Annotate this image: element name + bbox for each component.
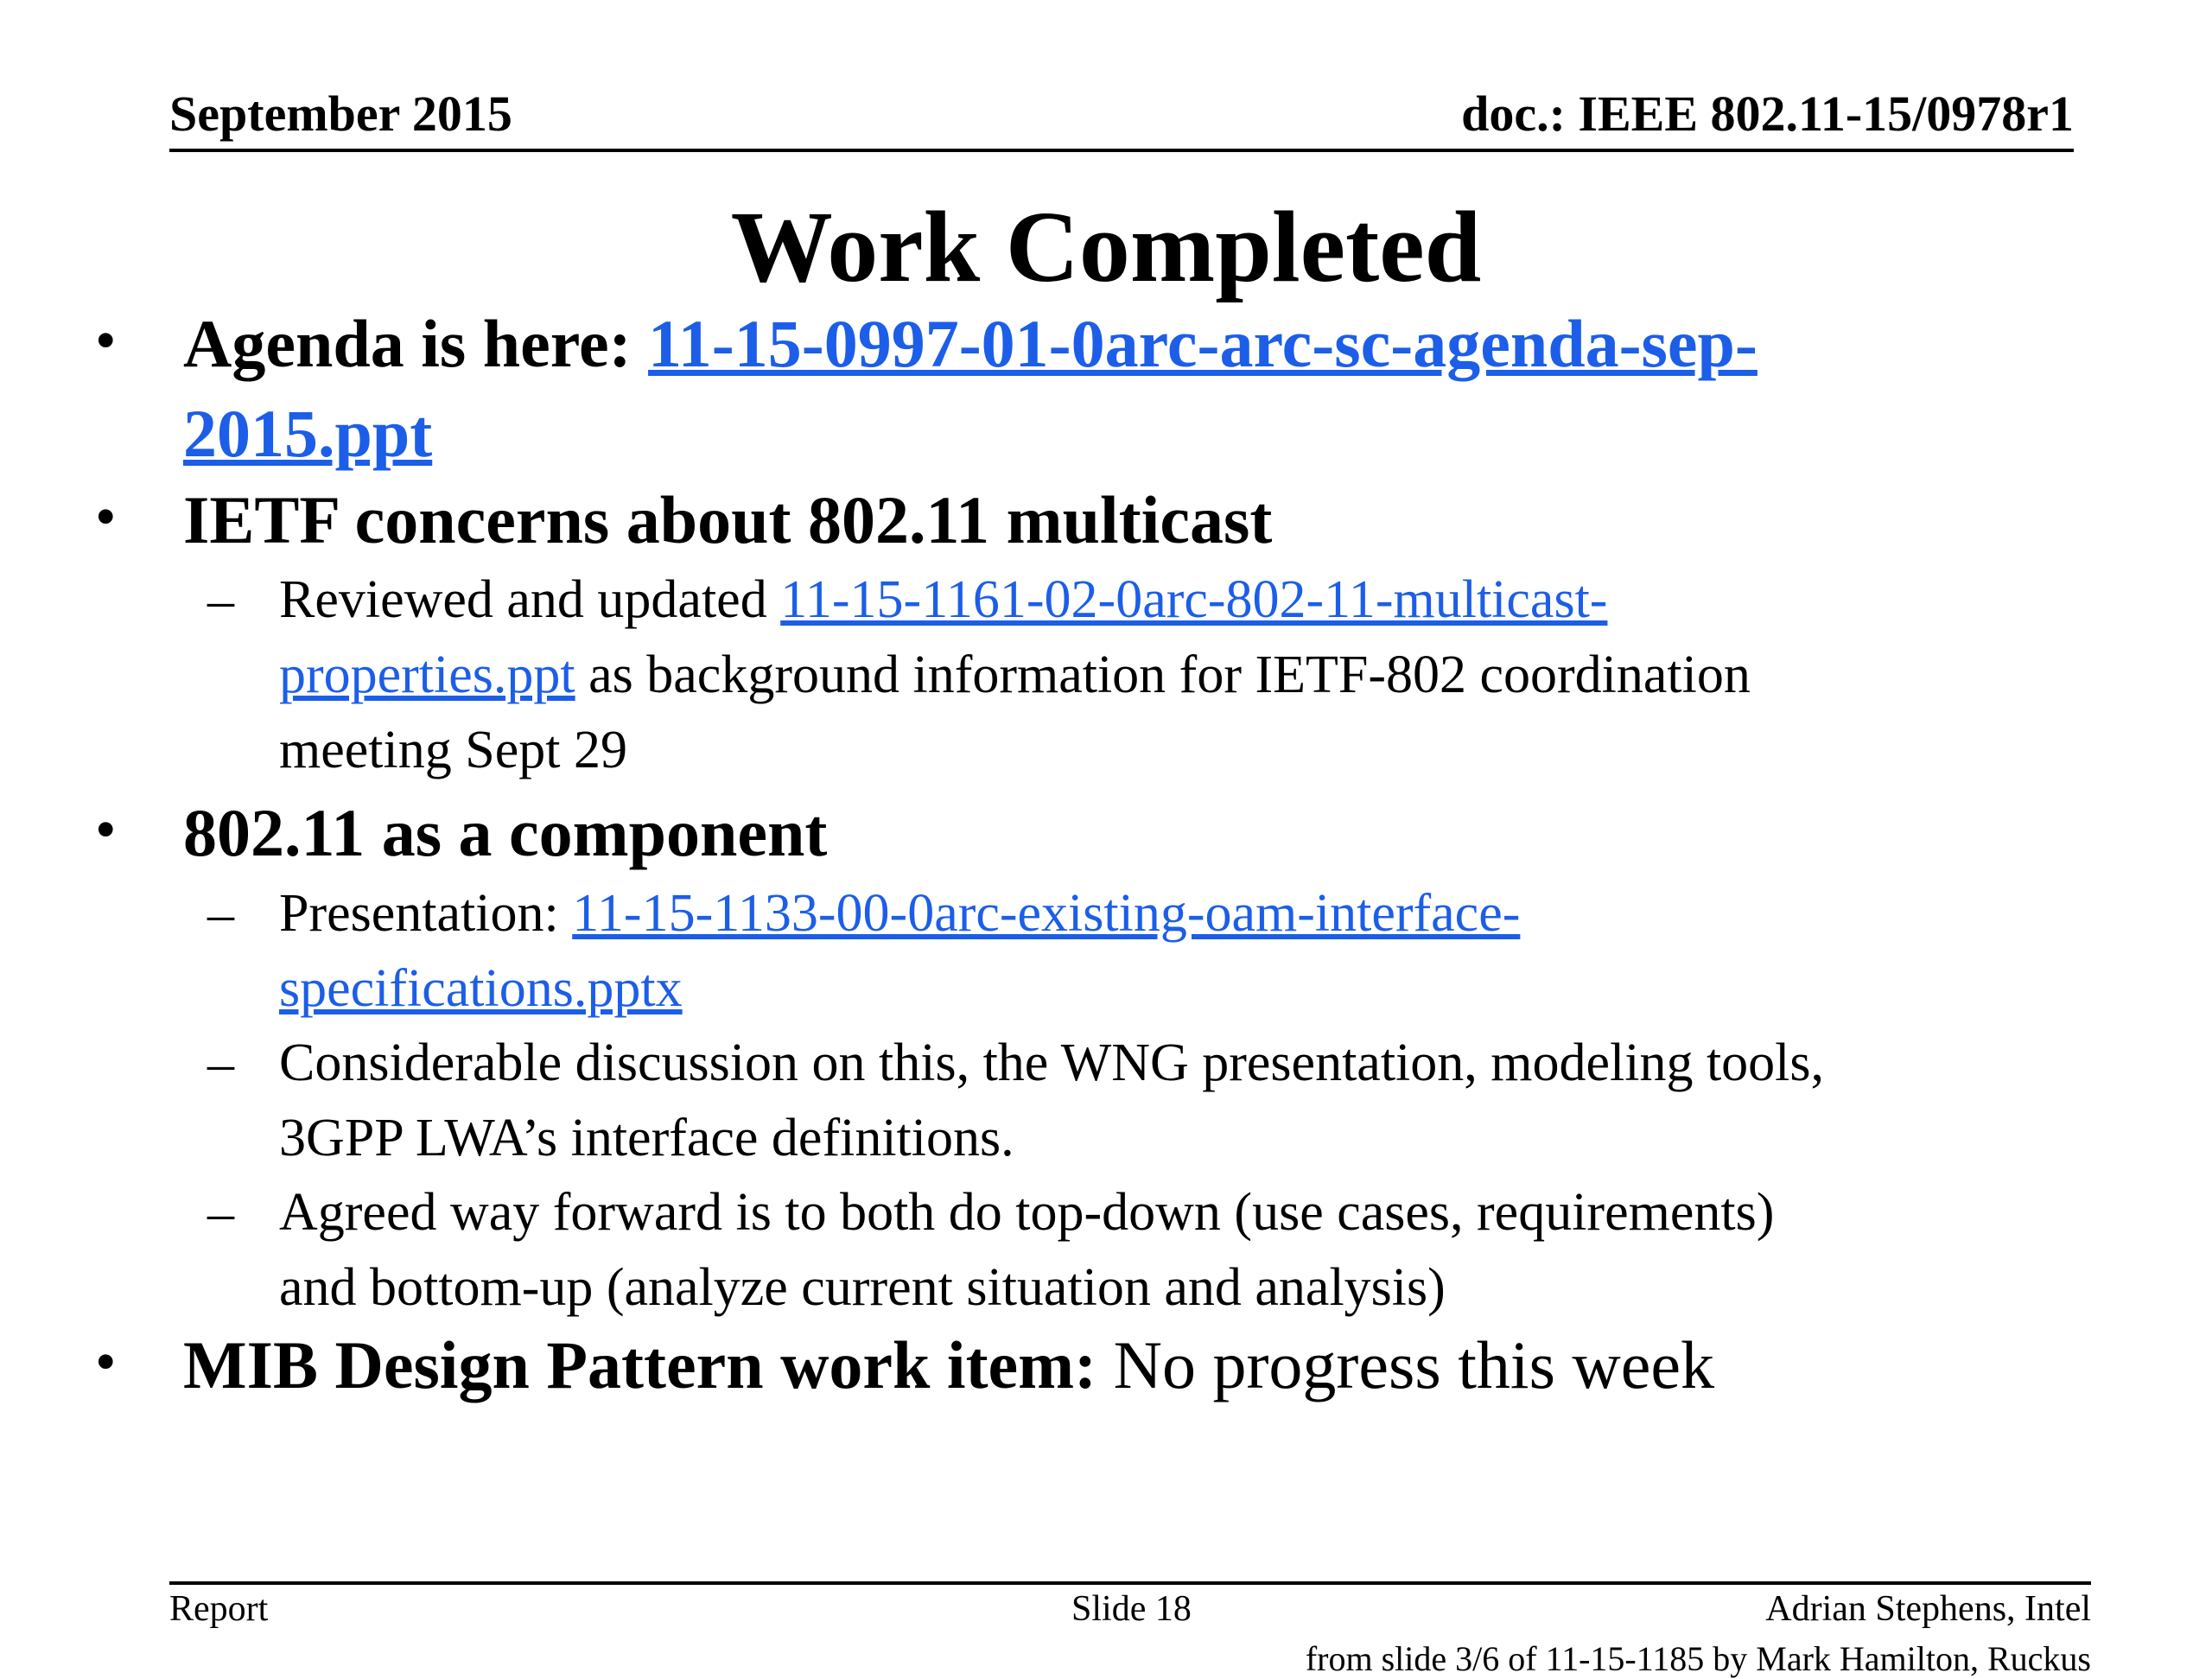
bullet-3-sub-2-marker: –: [207, 1034, 234, 1093]
bullet-3-sub-1-marker: –: [207, 885, 234, 944]
bullet-1-marker: •: [95, 308, 117, 374]
oam-interface-link-continued[interactable]: specifications.pptx: [279, 959, 683, 1018]
header-date: September 2015: [169, 86, 512, 142]
bullet-2: IETF concerns about 802.11 multicast: [183, 482, 1273, 557]
bullet-2-marker: •: [95, 484, 117, 550]
bullet-4-text: No progress this week: [1096, 1327, 1714, 1402]
bullet-3-sub-3-line-1: Agreed way forward is to both do top-down (use cases, requirements): [279, 1183, 1775, 1242]
bullet-2-sub-1-text: Reviewed and updated: [279, 570, 781, 629]
bullet-3-marker: •: [95, 797, 117, 863]
bullet-1: [183, 299, 1758, 479]
bullet-3-sub-3-marker: –: [207, 1184, 234, 1243]
bullet-3-sub-3: [279, 1175, 1774, 1326]
bullet-2-sub-1-rest: as background information for IETF-802 coordination: [575, 646, 1751, 704]
header-doc-number: doc.: IEEE 802.11-15/0978r1: [1461, 86, 2074, 142]
agenda-link[interactable]: 11-15-0997-01-0arc-arc-sc-agenda-sep-: [648, 306, 1758, 381]
slide-title: Work Completed: [730, 190, 1482, 303]
bullet-3-sub-1-text: Presentation:: [279, 884, 573, 943]
bullet-2-sub-1: [279, 563, 1751, 788]
bullet-3: 802.11 as a component: [183, 795, 828, 870]
header-rule: [169, 149, 2074, 152]
bullet-2-sub-1-line-3: meeting Sept 29: [279, 721, 627, 779]
bullet-4-label: MIB Design Pattern work item:: [183, 1327, 1097, 1402]
footer-author: Adrian Stephens, Intel: [1765, 1589, 2091, 1629]
bullet-1-label: Agenda is here:: [183, 306, 649, 381]
multicast-properties-link-continued[interactable]: properties.ppt: [279, 646, 575, 704]
bullet-3-sub-1: [279, 876, 1520, 1027]
footer-source: from slide 3/6 of 11-15-1185 by Mark Hamilton, Ruckus: [1305, 1639, 2091, 1678]
bullet-3-sub-2: [279, 1026, 1824, 1176]
multicast-properties-link[interactable]: 11-15-1161-02-0arc-802-11-multicast-: [780, 570, 1608, 629]
agenda-link-continued[interactable]: 2015.ppt: [183, 396, 433, 471]
bullet-3-sub-2-line-1: Considerable discussion on this, the WNG presentation, modeling tools,: [279, 1033, 1825, 1092]
bullet-4: [183, 1320, 1714, 1410]
bullet-3-sub-2-line-2: 3GPP LWA’s interface definitions.: [279, 1109, 1014, 1167]
footer-slide-number: Slide 18: [1071, 1589, 1192, 1629]
bullet-3-sub-3-line-2: and bottom-up (analyze current situation and analysis): [279, 1258, 1446, 1317]
footer-rule: [169, 1581, 2091, 1585]
bullet-2-sub-1-marker: –: [207, 571, 234, 630]
bullet-4-marker: •: [95, 1329, 117, 1396]
footer-left: Report: [169, 1589, 269, 1629]
oam-interface-link[interactable]: 11-15-1133-00-0arc-existing-oam-interface-: [572, 884, 1521, 943]
